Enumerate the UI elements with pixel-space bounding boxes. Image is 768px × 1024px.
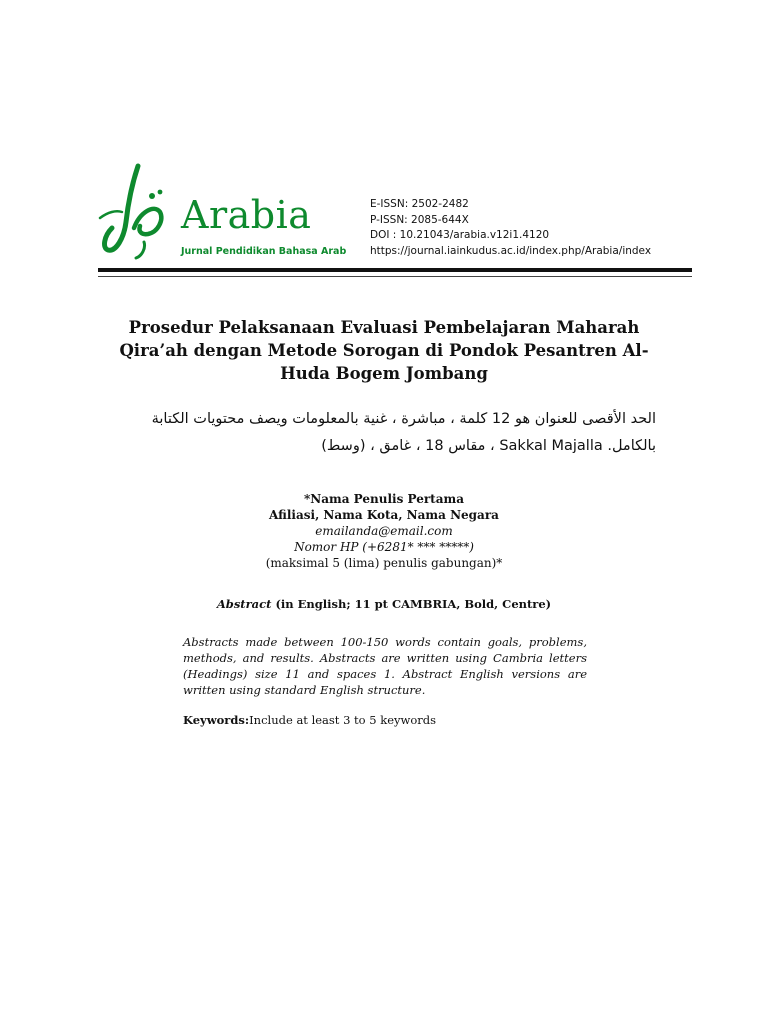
- abstract-body: Abstracts made between 100-150 words contain goals, problems, methods, and results. Abstracts are written using Cambria letters (Headings) size 11 and spaces 1. Abstract English versions are written using standard English structure.: [183, 635, 587, 697]
- abstract-heading-label: Abstract: [216, 597, 272, 611]
- header-divider-thin: [98, 276, 692, 277]
- arabic-title-guideline: [100, 406, 656, 460]
- keywords-label: Keywords:: [183, 713, 250, 727]
- abstract-heading: [100, 597, 668, 611]
- arabic-line: الحد الأقصى للعنوان هو 12 كلمة ، مباشرة ، غنية بالمعلومات ويصف محتويات الكتابة: [151, 411, 656, 427]
- title-line: Qira’ah dengan Metode Sorogan di Pondok Pesantren Al-: [119, 341, 649, 360]
- author-note: (maksimal 5 (lima) penulis gabungan)*: [265, 556, 503, 570]
- keywords-text: Include at least 3 to 5 keywords: [249, 713, 437, 727]
- author-phone: Nomor HP (+6281* *** *****): [294, 540, 474, 554]
- author-name: *Nama Penulis Pertama: [304, 492, 464, 506]
- header-divider-thick: [98, 268, 692, 272]
- title-line: Prosedur Pelaksanaan Evaluasi Pembelajaran Maharah: [128, 318, 640, 337]
- author-affiliation: Afiliasi, Nama Kota, Nama Negara: [269, 508, 499, 522]
- journal-url-link[interactable]: https://journal.iainkudus.ac.id/index.php/Arabia/index: [370, 244, 652, 257]
- journal-metadata: [370, 197, 651, 259]
- journal-brand-name: Arabia: [181, 193, 312, 237]
- eissn-text: E-ISSN: 2502-2482: [370, 198, 469, 210]
- arabic-line: بالكامل. Sakkal Majalla ، مقاس 18 ، غامق ، (وسط): [321, 438, 656, 454]
- title-line: Huda Bogem Jombang: [280, 364, 488, 383]
- journal-subtitle: Jurnal Pendidikan Bahasa Arab: [181, 246, 347, 257]
- author-block: [100, 491, 668, 571]
- keywords-line: [183, 713, 587, 727]
- pissn-text: P-ISSN: 2085-644X: [370, 213, 469, 226]
- article-title: [100, 316, 668, 385]
- doi-text: DOI : 10.21043/arabia.v12i1.4120: [370, 229, 550, 241]
- arabic-calligraphy-logo-icon: [98, 162, 166, 262]
- abstract-heading-note: (in English; 11 pt CAMBRIA, Bold, Centre): [271, 597, 552, 611]
- author-email: emailanda@email.com: [315, 524, 453, 538]
